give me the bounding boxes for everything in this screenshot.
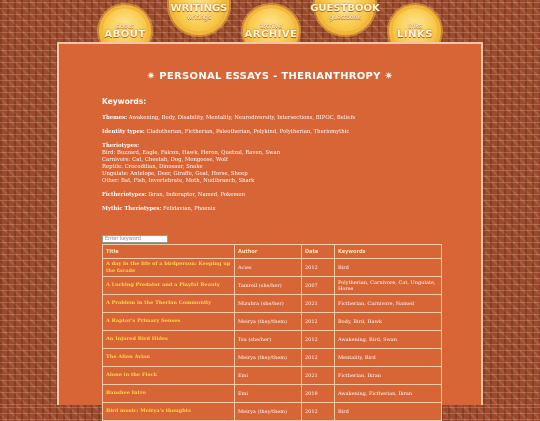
essay-author: Tamreil (she/her) [235,277,301,294]
essay-keywords: Bird [335,403,441,420]
essay-date: 2012 [302,313,334,330]
nav-about-label: ABOUT [104,28,146,40]
identity-paragraph [102,129,438,136]
essay-title-link[interactable]: The Alien Avian [103,349,234,366]
page-title-text: PERSONAL ESSAYS - THERIANTHROPY [159,71,381,82]
nav-guestbook-link[interactable] [310,0,380,32]
essay-date: 2012 [302,331,334,348]
keyword-search-input[interactable] [102,235,168,243]
nav-about-small: about [116,22,134,30]
essay-date: 2021 [302,295,334,312]
table-row [103,259,441,276]
essay-title-link[interactable]: A Lurking Predator and a Playful Beauty [103,277,234,294]
theriotype-line: Other: Bat, Fish, Invertebrate, Moth, Nudibranch, Shark [102,178,255,184]
nav-writings-label: WRITINGS [170,2,228,14]
essay-keywords: Bird [335,259,441,276]
table-row [103,313,441,330]
page-title [102,71,438,82]
essay-author: Mizuhra (she/her) [235,295,301,312]
nav-archive-small: archive [259,22,283,30]
essay-author: Acies [235,259,301,276]
essay-title-link[interactable]: An Injured Bird Hides [103,331,234,348]
essay-date: 2012 [302,259,334,276]
essay-author: Emi [235,385,301,402]
content-panel [57,42,483,415]
fictheriotypes-paragraph [102,192,438,199]
essay-date: 2007 [302,277,334,294]
column-header-date[interactable]: Date [302,245,334,258]
table-row [103,331,441,348]
essay-keywords: Awakening, Fictherian, Ikran [335,385,441,402]
essay-author: Emi [235,367,301,384]
table-row [103,385,441,402]
themes-label: Themes: [102,115,128,121]
essay-keywords: Body, Bird, Hawk [335,313,441,330]
nav-links-label: LINKS [397,28,433,40]
fictheriotypes-list: Ikran, Indoraptor, Named, Pokemon [148,192,246,198]
essays-table [102,244,442,421]
essay-title-link[interactable]: Banshee Intro [103,385,234,402]
essay-title-link[interactable]: A Raptor's Primary Senses [103,313,234,330]
essay-author: Meirya (they/them) [235,403,301,420]
column-header-author[interactable]: Author [235,245,301,258]
essay-date: 2012 [302,349,334,366]
nav-writings-link[interactable] [172,0,226,32]
mythic-list: Felidavian, Phoenix [163,206,216,212]
fictheriotypes-label: Fictheriotypes: [102,192,147,198]
essay-author: Meirya (they/them) [235,313,301,330]
essay-date: 2021 [302,367,334,384]
essay-keywords: Fictherian, Ikran [335,367,441,384]
identity-label: Identity types: [102,129,145,135]
themes-list: Awakening, Body, Disability, Mentality, Neurodiversity, Intersections, BIPOC, Beliefs [128,115,356,121]
table-header-row [103,245,441,258]
nav-writings-small: writings [187,13,211,21]
essay-title-link[interactable]: A Problem in the Therian Community [103,295,234,312]
star-icon: ✷ [384,71,394,82]
essay-keywords: Polytherian, Carnivore, Cat, Ungulate, Horse [335,277,441,294]
column-header-keywords[interactable]: Keywords [335,245,441,258]
identity-list: Cladotherian, Fictherian, Paleotherian, Polykind, Polytherian, Theriomythic [146,129,350,135]
keywords-heading: Keywords: [102,97,147,106]
theriotypes-label: Theriotypes: [102,143,140,149]
star-icon: ✷ [146,71,156,82]
essay-date: 2019 [302,385,334,402]
essay-author: Tsu (she/her) [235,331,301,348]
nav-archive-label: ARCHIVE [244,28,298,40]
theriotype-line: Bird: Buzzard, Eagle, Falcon, Hawk, Heron, Quetzal, Raven, Swan [102,150,281,156]
nav-guestbook-label: GUESTBOOK [310,2,380,14]
themes-paragraph [102,115,438,122]
column-header-title[interactable]: Title [103,245,234,258]
theriotype-line: Reptile: Crocodilian, Dinosaur, Snake [102,164,203,170]
mythic-label: Mythic Theriotypes: [102,206,162,212]
table-row [103,367,441,384]
table-row [103,277,441,294]
essay-title-link[interactable]: Bird music: Meirya's thoughts [103,403,234,420]
essay-keywords: Awakening, Bird, Swan [335,331,441,348]
essay-keywords: Mentality, Bird [335,349,441,366]
top-navigation [0,0,540,42]
theriotypes-paragraph [102,143,438,185]
essay-author: Meirya (they/them) [235,349,301,366]
table-row [103,349,441,366]
essay-title-link[interactable]: A day in the life of a birdperson: Keeping up the facade [103,259,234,276]
nav-links-small: links [408,22,422,30]
theriotype-line: Ungulate: Antelope, Deer, Giraffe, Goat, Horse, Sheep [102,171,248,177]
mythic-paragraph [102,206,438,213]
table-row [103,295,441,312]
essay-keywords: Fictherian, Carnivore, Named [335,295,441,312]
essay-title-link[interactable]: Alone in the Flock [103,367,234,384]
theriotype-line: Carnivore: Cat, Cheetah, Dog, Mongoose, Wolf [102,157,228,163]
table-row [103,403,441,420]
essay-date: 2012 [302,403,334,420]
nav-guestbook-small: guestbook [329,13,361,21]
